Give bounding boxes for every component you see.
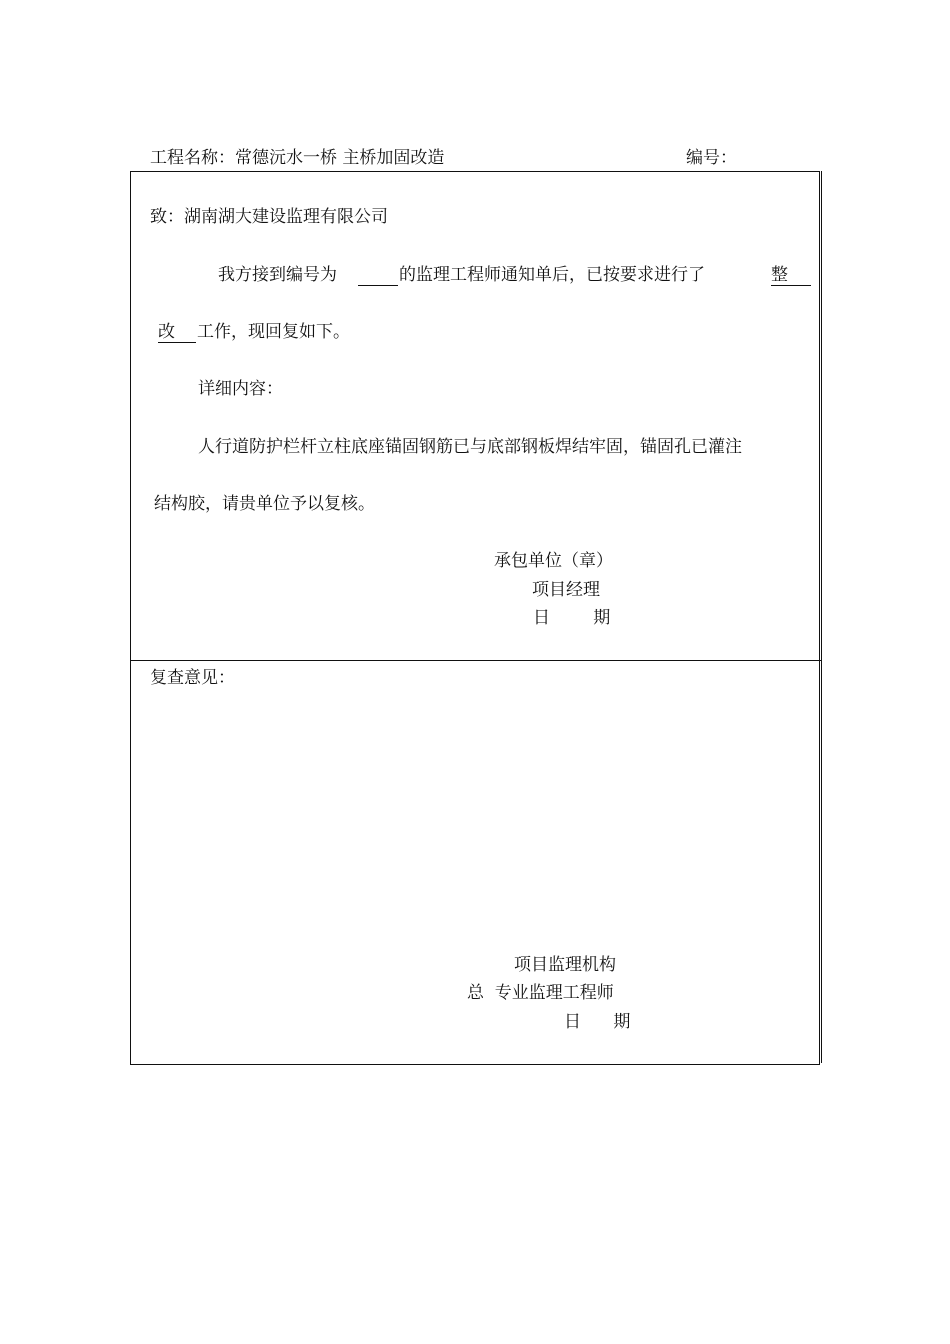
reply-line-1-prefix: 我方接到编号为 <box>218 265 337 285</box>
review-date-label: 日 期 <box>564 1012 631 1032</box>
details-line-2: 结构胶，请贵单位予以复核。 <box>154 494 375 514</box>
work-type-part2-value: 改 <box>158 322 196 343</box>
recipient-line: 致：湖南湖大建设监理有限公司 <box>150 207 388 227</box>
review-opinion-title: 复查意见： <box>150 668 235 688</box>
details-line-1: 人行道防护栏杆立柱底座锚固钢筋已与底部钢板焊结牢固，锚固孔已灌注 <box>198 437 742 457</box>
document-number-label: 编号： <box>686 148 737 168</box>
supervising-engineer-label: 总 专业监理工程师 <box>467 983 614 1003</box>
project-manager-label: 项目经理 <box>532 580 600 600</box>
reply-line-1-middle: 的监理工程师通知单后，已按要求进行了 <box>399 265 705 285</box>
supervision-org-label: 项目监理机构 <box>514 955 616 975</box>
contractor-seal-label: 承包单位（章） <box>494 551 613 571</box>
form-frame-outer-edge <box>130 171 822 1063</box>
work-type-blank-part2[interactable] <box>158 322 196 343</box>
notice-number-value <box>358 265 398 286</box>
project-name-label: 工程名称：常德沅水一桥 主桥加固改造 <box>150 148 445 168</box>
details-label: 详细内容： <box>198 379 283 399</box>
notice-number-blank[interactable] <box>358 265 398 291</box>
reply-line-2-suffix: 工作，现回复如下。 <box>197 322 350 342</box>
work-type-blank-part1[interactable] <box>771 265 811 286</box>
work-type-part1-value: 整 <box>771 265 811 286</box>
section-divider <box>130 660 821 661</box>
reply-date-label: 日 期 <box>533 608 611 628</box>
